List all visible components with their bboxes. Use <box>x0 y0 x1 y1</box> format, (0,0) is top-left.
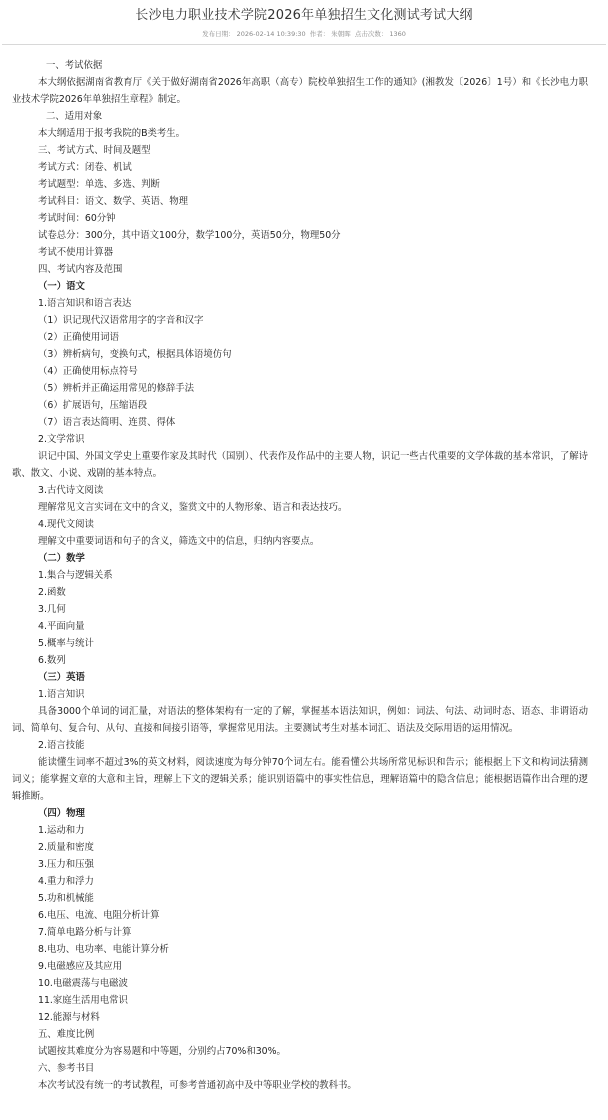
paragraph: （5）辨析并正确运用常见的修辞手法 <box>38 383 194 394</box>
paragraph: 本次考试没有统一的考试教程，可参考普通初高中及中等职业学校的教科书。 <box>38 1080 357 1091</box>
paragraph: 试题按其难度分为容易题和中等题，分别约占70%和30%。 <box>38 1046 286 1057</box>
paragraph: 四、考试内容及范围 <box>38 264 123 275</box>
view-count: 1360 <box>389 30 406 38</box>
paragraph: （7）语言表达简明、连贯、得体 <box>38 417 176 428</box>
paragraph: 2.语言技能 <box>38 740 85 751</box>
paragraph: 7.简单电路分析与计算 <box>38 927 132 938</box>
paragraph: 6.数列 <box>38 655 66 666</box>
paragraph: 三、考试方式、时间及题型 <box>38 145 151 156</box>
paragraph: 六、参考书目 <box>38 1063 95 1074</box>
paragraph: 一、考试依据 <box>46 60 103 71</box>
paragraph: 考试方式：闭卷、机试 <box>38 162 132 173</box>
paragraph: 二、适用对象 <box>46 111 103 122</box>
paragraph: （二）数学 <box>38 553 85 564</box>
paragraph: 1.集合与逻辑关系 <box>38 570 113 581</box>
paragraph: 11.家庭生活用电常识 <box>38 995 128 1006</box>
paragraph: （4）正确使用标点符号 <box>38 366 138 377</box>
paragraph: 1.语言知识 <box>38 689 85 700</box>
paragraph: 4.平面向量 <box>38 621 85 632</box>
publish-date-label: 发布日期： <box>202 30 235 38</box>
paragraph: 考试题型：单选、多选、判断 <box>38 179 160 190</box>
paragraph: 3.几何 <box>38 604 66 615</box>
paragraph: 理解常见文言实词在文中的含义，鉴赏文中的人物形象、语言和表达技巧。 <box>38 502 348 513</box>
paragraph: 12.能源与材料 <box>38 1012 100 1023</box>
paragraph: 试卷总分：300分，其中语文100分，数学100分，英语50分，物理50分 <box>38 230 341 241</box>
paragraph: 9.电磁感应及其应用 <box>38 961 122 972</box>
paragraph: 5.功和机械能 <box>38 893 94 904</box>
paragraph: 考试不使用计算器 <box>38 247 114 258</box>
paragraph: （1）识记现代汉语常用字的字音和汉字 <box>38 315 204 326</box>
paragraph: 2.文学常识 <box>38 434 85 445</box>
author-name: 朱朝晖 <box>331 30 351 38</box>
paragraph: 5.概率与统计 <box>38 638 94 649</box>
page-title: 长沙电力职业技术学院2026年单独招生文化测试考试大纲 <box>135 8 473 23</box>
paragraph: （2）正确使用词语 <box>38 332 119 343</box>
paragraph: （一）语文 <box>38 281 85 292</box>
paragraph: 1.语言知识和语言表达 <box>38 298 132 309</box>
paragraph: 3.压力和压强 <box>38 859 94 870</box>
article-meta <box>0 29 608 39</box>
publish-date: 2026-02-14 10:39:30 <box>236 30 306 38</box>
paragraph: 考试科目：语文、数学、英语、物理 <box>38 196 189 207</box>
paragraph: 2.质量和密度 <box>38 842 94 853</box>
paragraph: （四）物理 <box>38 808 85 819</box>
paragraph: 6.电压、电流、电阻分析计算 <box>38 910 160 921</box>
paragraph: 识记中国、外国文学史上重要作家及其时代（国别）、代表作及作品中的主要人物，识记一些古代重要的文学体裁的基本常识，了解诗歌、散文、小说、戏剧的基本特点。 <box>12 451 588 479</box>
paragraph: 3.古代诗文阅读 <box>38 485 104 496</box>
paragraph: 本大纲适用于报考我院的B类考生。 <box>38 128 186 139</box>
paragraph: （6）扩展语句，压缩语段 <box>38 400 148 411</box>
paragraph: 1.运动和力 <box>38 825 85 836</box>
article-body <box>12 57 588 1094</box>
paragraph: 4.现代文阅读 <box>38 519 94 530</box>
paragraph: （三）英语 <box>38 672 85 683</box>
paragraph: 8.电功、电功率、电能计算分析 <box>38 944 169 955</box>
paragraph: 10.电磁震荡与电磁波 <box>38 978 128 989</box>
paragraph: 能读懂生词率不超过3%的英文材料，阅读速度为每分钟70个词左右。能看懂公共场所常见标识和告示；能根据上下文和构词法猜测词义；能掌握文章的大意和主旨，理解上下文的逻辑关系；能识别语篇中的事实性信息，理解语篇中的隐含信息；能根据语篇作出合理的逻辑推断。 <box>12 757 588 802</box>
paragraph: 具备3000个单词的词汇量，对语法的整体架构有一定的了解，掌握基本语法知识，例如：词法、句法、动词时态、语态、非谓语动词、简单句、复合句、从句、直接和间接引语等，掌握常见用法。主要测试考生对基本词汇、语法及交际用语的运用情况。 <box>12 706 588 734</box>
paragraph: 考试时间：60分钟 <box>38 213 116 224</box>
paragraph: 本大纲依据湖南省教育厅《关于做好湖南省2026年高职（高专）院校单独招生工作的通知》(湘教发〔2026〕1号）和《长沙电力职业技术学院2026年单独招生章程》制定。 <box>12 77 588 105</box>
title-divider <box>2 44 606 45</box>
paragraph: 五、难度比例 <box>38 1029 95 1040</box>
paragraph: 4.重力和浮力 <box>38 876 94 887</box>
paragraph: 理解文中重要词语和句子的含义，筛选文中的信息，归纳内容要点。 <box>38 536 320 547</box>
paragraph: （3）辨析病句，变换句式，根据具体语境仿句 <box>38 349 232 360</box>
paragraph: 2.函数 <box>38 587 66 598</box>
views-label: 点击次数： <box>354 30 388 38</box>
author-label: 作者： <box>309 30 330 38</box>
